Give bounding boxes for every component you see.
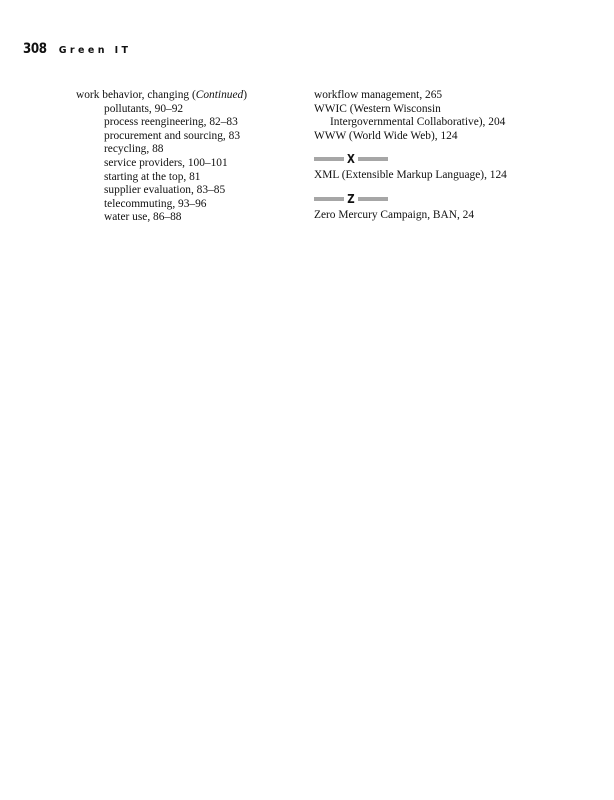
section-letter-x: X <box>347 152 355 167</box>
heading-bar-left <box>314 197 344 201</box>
index-entry-www: WWW (World Wide Web), 124 <box>314 129 458 142</box>
continued-label: Continued <box>195 89 244 101</box>
index-entry-workflow: workflow management, 265 <box>314 89 443 101</box>
section-letter-z: Z <box>347 191 355 206</box>
index-entry-wwic-continuation: Intergovernmental Collaborative), 204 <box>330 116 506 129</box>
section-heading-x <box>314 152 554 166</box>
index-subentry: recycling, 88 <box>104 143 164 156</box>
index-entry-main <box>76 89 291 103</box>
index-subentry: starting at the top, 81 <box>104 170 201 183</box>
heading-bar-left <box>314 157 344 161</box>
index-subentry: process reengineering, 82–83 <box>104 116 238 129</box>
index-entry-zero-mercury: Zero Mercury Campaign, BAN, 24 <box>314 208 475 221</box>
index-entry-xml: XML (Extensible Markup Language), 124 <box>314 169 507 182</box>
index-subentry: service providers, 100–101 <box>104 156 228 169</box>
index-subentry: procurement and sourcing, 83 <box>104 129 241 142</box>
main-entry-close: ) <box>243 89 248 101</box>
index-entry-wwic: WWIC (Western Wisconsin <box>314 102 441 115</box>
book-title: Green IT <box>58 45 132 56</box>
index-subentry: water use, 86–88 <box>104 211 182 224</box>
section-heading-z <box>314 192 554 206</box>
index-column-right <box>314 89 554 223</box>
running-head <box>23 41 131 61</box>
main-entry-text: work behavior, changing ( <box>76 89 196 101</box>
index-subentry: pollutants, 90–92 <box>104 102 184 115</box>
index-subentry: supplier evaluation, 83–85 <box>104 184 226 197</box>
heading-bar-right <box>358 197 388 201</box>
page-number: 308 <box>23 41 47 57</box>
heading-bar-right <box>358 157 388 161</box>
index-column-left <box>76 89 291 225</box>
index-subentry: telecommuting, 93–96 <box>104 197 207 210</box>
